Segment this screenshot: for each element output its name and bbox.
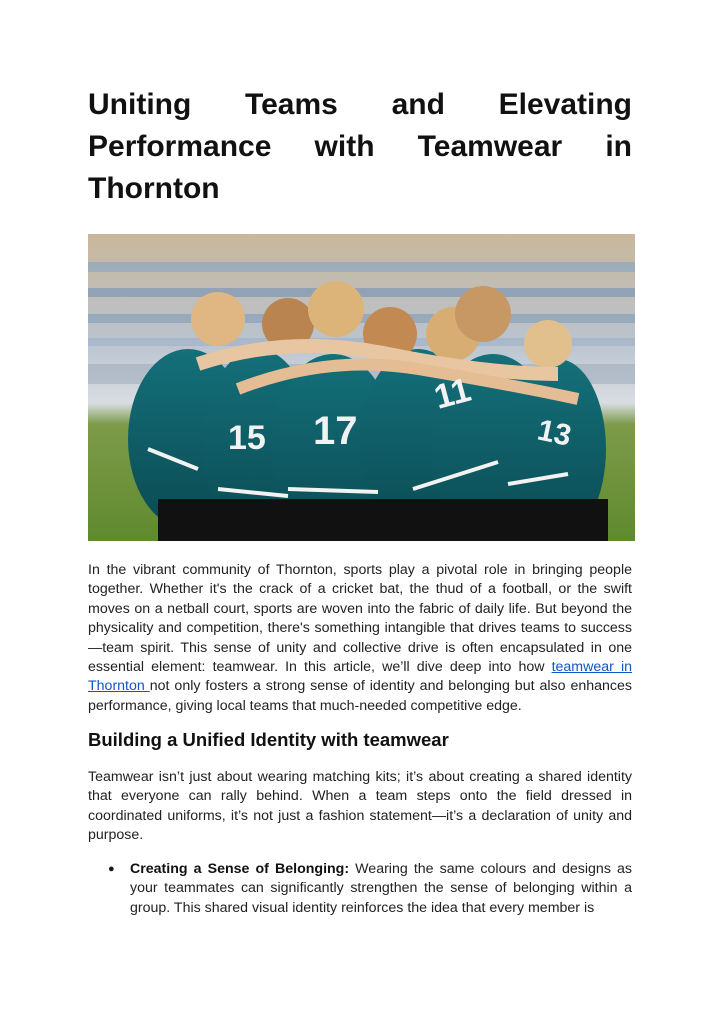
team-huddle-photo	[88, 234, 635, 541]
section-paragraph: Teamwear isn’t just about wearing matching kits; it’s about creating a shared identity that everyone can rally behind. When a team steps onto the field dressed in coordinated uniforms, it’s not just a fashion statement—it’s a declaration of unity and purpose.	[88, 769, 632, 844]
title-line-2: Performance with Teamwear in	[88, 130, 632, 163]
stand-row	[88, 262, 635, 272]
intro-text-end: not only fosters a strong sense of identity and belonging but also enhances performance, giving local teams that much-needed competitive edge.	[88, 678, 632, 714]
article-title	[88, 84, 632, 210]
hero-image-team-huddle	[88, 234, 635, 541]
jersey-number-17: 17	[313, 409, 358, 453]
bullet-body: Wearing the same colours and designs as your teammates can significantly strengthen the sense of belonging within a group. This shared visual identity reinforces the idea that every member is	[130, 861, 632, 916]
intro-paragraph	[88, 561, 632, 716]
stand-row	[88, 288, 635, 297]
bullet-bold-lead: Creating a Sense of Belonging:	[130, 861, 350, 877]
intro-text: In the vibrant community of Thornton, sports play a pivotal role in bringing people together. Whether it's the crack of a cricket bat, the thud of a football, or the swift moves on a netball court, sports are woven into the fabric of daily life. But beyond the physicality and competition, there's something intangible that drives teams to success—team spirit. This sense of unity and collective drive is often encapsulated in one essential element: teamwear. In this article, we’ll dive deep into how	[88, 562, 632, 676]
teamwear-thornton-link[interactable]: teamwear in Thornton	[88, 659, 632, 695]
jersey-number-15: 15	[228, 419, 266, 457]
title-line-3: Thornton	[88, 172, 220, 205]
jersey-number-13: 13	[534, 413, 575, 453]
bullet-text	[130, 860, 632, 918]
bullet-marker: ●	[108, 863, 115, 875]
title-line-1: Uniting Teams and Elevating	[88, 88, 632, 121]
bullet-list-item	[88, 860, 632, 918]
section-heading: Building a Unified Identity with teamwear	[88, 729, 449, 750]
jersey-number-11: 11	[430, 370, 475, 417]
